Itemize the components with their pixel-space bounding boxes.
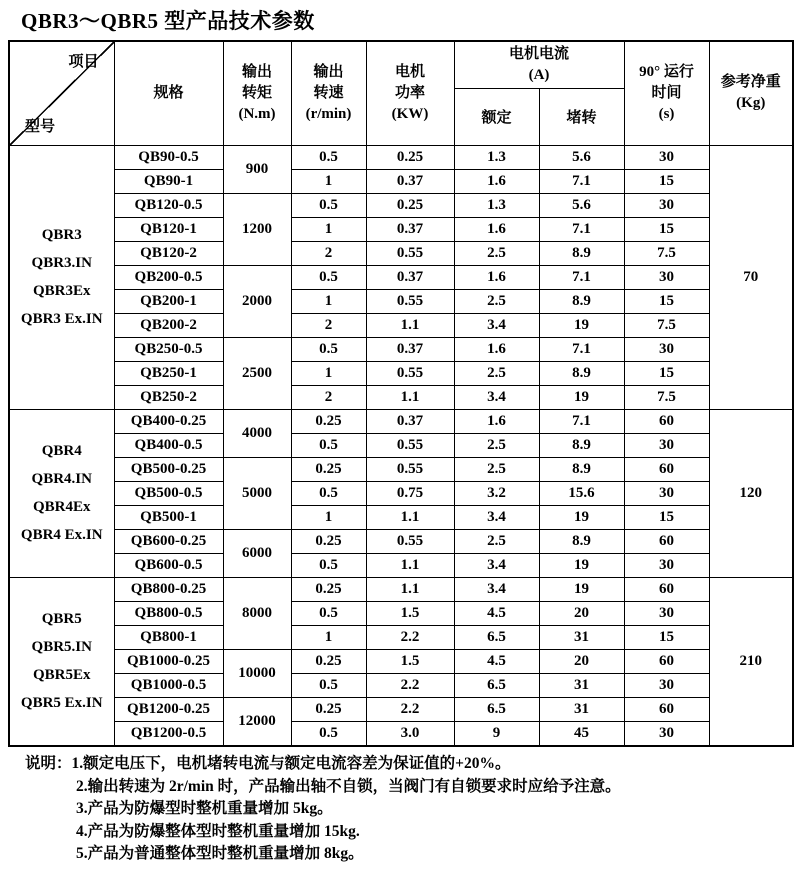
note-item: 4.产品为防爆整体型时整机重量增加 15kg. — [76, 822, 360, 840]
spec-row — [9, 217, 793, 241]
header-line: 转速 — [313, 84, 344, 101]
spec-name-cell: QB400-0.25 — [114, 409, 223, 433]
output-speed-cell: 0.5 — [291, 337, 366, 361]
ref-weight-cell: 70 — [709, 145, 793, 409]
spec-name-cell: QB200-0.5 — [114, 265, 223, 289]
spec-name-cell: QB1000-0.25 — [114, 649, 223, 673]
stall-current-cell: 8.9 — [539, 457, 624, 481]
spec-name-cell: QB250-2 — [114, 385, 223, 409]
header-line: 参考净重 — [720, 74, 781, 91]
header-spec-label: 规格 — [153, 84, 184, 101]
stall-current-cell: 31 — [539, 625, 624, 649]
run-time-cell: 30 — [624, 721, 709, 746]
run-time-cell: 15 — [624, 169, 709, 193]
spec-row — [9, 409, 793, 433]
rated-current-cell: 1.3 — [454, 193, 539, 217]
note-item: 1.额定电压下，电机堵转电流与额定电流容差为保证值的+20%。 — [71, 755, 511, 772]
rated-current-cell: 1.3 — [454, 145, 539, 169]
notes-label: 说明： — [25, 755, 72, 772]
rated-current-cell: 4.5 — [454, 601, 539, 625]
spec-name-cell: QB1000-0.5 — [114, 673, 223, 697]
spec-name-cell: QB200-2 — [114, 313, 223, 337]
run-time-cell: 60 — [624, 649, 709, 673]
rated-current-cell: 3.4 — [454, 553, 539, 577]
output-torque-cell: 5000 — [223, 457, 291, 529]
run-time-cell: 15 — [624, 289, 709, 313]
rated-current-cell: 1.6 — [454, 169, 539, 193]
notes — [25, 753, 785, 866]
output-torque-cell: 1200 — [223, 193, 291, 265]
motor-power-cell: 0.37 — [366, 217, 454, 241]
run-time-cell: 30 — [624, 145, 709, 169]
motor-power-cell: 0.37 — [366, 169, 454, 193]
spec-row — [9, 193, 793, 217]
rated-current-cell: 1.6 — [454, 217, 539, 241]
note-line — [25, 753, 785, 776]
model-series-line: QBR5.IN — [31, 639, 92, 655]
stall-current-cell: 20 — [539, 601, 624, 625]
corner-label-item: 项目 — [68, 54, 99, 70]
output-speed-cell: 0.25 — [291, 409, 366, 433]
run-time-cell: 60 — [624, 529, 709, 553]
motor-power-cell: 0.25 — [366, 145, 454, 169]
corner-header-cell — [9, 41, 114, 145]
stall-current-cell: 7.1 — [539, 169, 624, 193]
ref-weight-cell: 120 — [709, 409, 793, 577]
model-series-line: QBR4Ex — [32, 499, 91, 515]
model-series-line: QBR4 — [41, 443, 82, 459]
spec-name-cell: QB500-0.25 — [114, 457, 223, 481]
stall-current-cell: 8.9 — [539, 289, 624, 313]
header-motor-current — [454, 41, 624, 88]
note-item: 5.产品为普通整体型时整机重量增加 8kg。 — [76, 845, 364, 862]
spec-row — [9, 265, 793, 289]
motor-power-cell: 0.25 — [366, 193, 454, 217]
rated-current-cell: 4.5 — [454, 649, 539, 673]
header-line: 时间 — [651, 84, 682, 101]
run-time-cell: 60 — [624, 457, 709, 481]
output-speed-cell: 0.25 — [291, 697, 366, 721]
model-series-cell — [9, 145, 114, 409]
spec-row — [9, 673, 793, 697]
header-motor-power — [366, 41, 454, 145]
spec-row — [9, 457, 793, 481]
output-speed-cell: 1 — [291, 217, 366, 241]
motor-power-cell: 0.55 — [366, 361, 454, 385]
stall-current-cell: 15.6 — [539, 481, 624, 505]
spec-row — [9, 721, 793, 746]
rated-current-cell: 2.5 — [454, 361, 539, 385]
output-speed-cell: 0.25 — [291, 457, 366, 481]
motor-power-cell: 1.1 — [366, 385, 454, 409]
header-line: 电机 — [394, 63, 425, 80]
stall-current-cell: 8.9 — [539, 529, 624, 553]
output-speed-cell: 0.25 — [291, 577, 366, 601]
rated-current-cell: 3.4 — [454, 385, 539, 409]
rated-current-cell: 6.5 — [454, 697, 539, 721]
run-time-cell: 30 — [624, 337, 709, 361]
stall-current-cell: 19 — [539, 505, 624, 529]
output-speed-cell: 0.25 — [291, 529, 366, 553]
spec-name-cell: QB120-0.5 — [114, 193, 223, 217]
spec-row — [9, 313, 793, 337]
header-output-torque — [223, 41, 291, 145]
spec-name-cell: QB120-2 — [114, 241, 223, 265]
run-time-cell: 7.5 — [624, 313, 709, 337]
spec-name-cell: QB1200-0.5 — [114, 721, 223, 746]
spec-name-cell: QB200-1 — [114, 289, 223, 313]
spec-name-cell: QB250-0.5 — [114, 337, 223, 361]
spec-name-cell: QB600-0.25 — [114, 529, 223, 553]
spec-name-cell: QB400-0.5 — [114, 433, 223, 457]
model-series-line: QBR4 Ex.IN — [20, 527, 103, 543]
rated-current-cell: 9 — [454, 721, 539, 746]
rated-current-cell: 3.4 — [454, 313, 539, 337]
motor-power-cell: 0.55 — [366, 433, 454, 457]
run-time-cell: 15 — [624, 625, 709, 649]
spec-name-cell: QB800-0.5 — [114, 601, 223, 625]
spec-row — [9, 649, 793, 673]
motor-power-cell: 1.5 — [366, 601, 454, 625]
model-series-line: QBR5 — [41, 611, 82, 627]
stall-current-cell: 7.1 — [539, 217, 624, 241]
spec-name-cell: QB500-1 — [114, 505, 223, 529]
run-time-cell: 60 — [624, 697, 709, 721]
motor-power-cell: 1.1 — [366, 577, 454, 601]
header-line: (r/min) — [305, 105, 352, 122]
motor-power-cell: 1.1 — [366, 505, 454, 529]
header-line: 电机电流 — [509, 45, 570, 62]
model-series-line: QBR3 Ex.IN — [20, 311, 103, 327]
motor-power-cell: 1.1 — [366, 313, 454, 337]
spec-row — [9, 433, 793, 457]
motor-power-cell: 0.55 — [366, 529, 454, 553]
spec-name-cell: QB90-1 — [114, 169, 223, 193]
stall-current-cell: 31 — [539, 673, 624, 697]
rated-current-cell: 2.5 — [454, 241, 539, 265]
rated-current-cell: 3.2 — [454, 481, 539, 505]
run-time-cell: 30 — [624, 481, 709, 505]
motor-power-cell: 0.37 — [366, 409, 454, 433]
output-speed-cell: 1 — [291, 289, 366, 313]
spec-name-cell: QB120-1 — [114, 217, 223, 241]
model-series-line: QBR4.IN — [31, 471, 92, 487]
spec-row — [9, 361, 793, 385]
spec-name-cell: QB90-0.5 — [114, 145, 223, 169]
output-torque-cell: 6000 — [223, 529, 291, 577]
motor-power-cell: 0.55 — [366, 241, 454, 265]
output-speed-cell: 0.5 — [291, 265, 366, 289]
header-line: 输出 — [313, 63, 344, 80]
spec-name-cell: QB800-0.25 — [114, 577, 223, 601]
rated-current-cell: 2.5 — [454, 529, 539, 553]
run-time-cell: 7.5 — [624, 385, 709, 409]
spec-row — [9, 625, 793, 649]
motor-power-cell: 1.5 — [366, 649, 454, 673]
stall-current-cell: 7.1 — [539, 265, 624, 289]
spec-name-cell: QB1200-0.25 — [114, 697, 223, 721]
model-series-line: QBR5 Ex.IN — [20, 695, 103, 711]
run-time-cell: 60 — [624, 577, 709, 601]
output-torque-cell: 4000 — [223, 409, 291, 457]
run-time-cell: 7.5 — [624, 241, 709, 265]
motor-power-cell: 0.75 — [366, 481, 454, 505]
rated-current-cell: 6.5 — [454, 673, 539, 697]
model-series-cell — [9, 409, 114, 577]
header-spec — [114, 41, 223, 145]
header-line: (KW) — [391, 105, 429, 122]
output-torque-cell: 8000 — [223, 577, 291, 649]
output-speed-cell: 1 — [291, 169, 366, 193]
header-line: (A) — [528, 66, 550, 83]
stall-current-cell: 19 — [539, 313, 624, 337]
rated-current-cell: 2.5 — [454, 433, 539, 457]
output-speed-cell: 1 — [291, 505, 366, 529]
corner-label-model: 型号 — [25, 118, 56, 135]
model-series-cell — [9, 577, 114, 746]
rated-current-cell: 1.6 — [454, 265, 539, 289]
motor-power-cell: 0.37 — [366, 265, 454, 289]
header-line: (s) — [658, 105, 675, 122]
spec-row — [9, 601, 793, 625]
run-time-cell: 15 — [624, 361, 709, 385]
spec-row — [9, 241, 793, 265]
stall-current-cell: 8.9 — [539, 241, 624, 265]
page-title: QBR3～QBR5 型产品技术参数 — [21, 9, 315, 33]
header-line: 转矩 — [241, 84, 272, 101]
motor-power-cell: 0.37 — [366, 337, 454, 361]
header-rated-current: 额定 — [454, 88, 539, 145]
ref-weight-cell: 210 — [709, 577, 793, 746]
rated-current-cell: 2.5 — [454, 457, 539, 481]
stall-current-cell: 5.6 — [539, 145, 624, 169]
motor-power-cell: 2.2 — [366, 697, 454, 721]
rated-current-cell: 6.5 — [454, 625, 539, 649]
run-time-cell: 60 — [624, 409, 709, 433]
stall-current-cell: 19 — [539, 385, 624, 409]
output-speed-cell: 0.5 — [291, 553, 366, 577]
output-speed-cell: 0.5 — [291, 433, 366, 457]
output-torque-cell: 12000 — [223, 697, 291, 746]
spec-name-cell: QB800-1 — [114, 625, 223, 649]
output-speed-cell: 2 — [291, 385, 366, 409]
spec-row — [9, 145, 793, 169]
spec-row — [9, 505, 793, 529]
run-time-cell: 30 — [624, 601, 709, 625]
output-speed-cell: 2 — [291, 313, 366, 337]
stall-current-cell: 8.9 — [539, 361, 624, 385]
output-speed-cell: 0.5 — [291, 481, 366, 505]
stall-current-cell: 7.1 — [539, 409, 624, 433]
header-line: 输出 — [241, 63, 272, 80]
rated-current-cell: 3.4 — [454, 577, 539, 601]
run-time-cell: 30 — [624, 433, 709, 457]
output-speed-cell: 0.5 — [291, 145, 366, 169]
stall-current-cell: 19 — [539, 553, 624, 577]
model-series-line: QBR3 — [41, 227, 82, 243]
motor-power-cell: 3.0 — [366, 721, 454, 746]
output-speed-cell: 1 — [291, 625, 366, 649]
stall-current-cell: 20 — [539, 649, 624, 673]
motor-power-cell: 0.55 — [366, 457, 454, 481]
output-speed-cell: 1 — [291, 361, 366, 385]
header-stall-current: 堵转 — [539, 88, 624, 145]
motor-power-cell: 2.2 — [366, 673, 454, 697]
run-time-cell: 30 — [624, 193, 709, 217]
rated-current-cell: 3.4 — [454, 505, 539, 529]
output-speed-cell: 0.5 — [291, 673, 366, 697]
spec-row — [9, 169, 793, 193]
stall-current-cell: 45 — [539, 721, 624, 746]
output-torque-cell: 2000 — [223, 265, 291, 337]
run-time-cell: 15 — [624, 505, 709, 529]
spec-name-cell: QB250-1 — [114, 361, 223, 385]
spec-row — [9, 577, 793, 601]
run-time-cell: 15 — [624, 217, 709, 241]
spec-name-cell: QB600-0.5 — [114, 553, 223, 577]
rated-current-cell: 2.5 — [454, 289, 539, 313]
motor-power-cell: 2.2 — [366, 625, 454, 649]
header-ref-weight — [709, 41, 793, 145]
header-line: 90° 运行 — [639, 63, 694, 80]
note-item: 2.输出转速为 2r/min 时，产品输出轴不自锁，当阀门有自锁要求时应给予注意。 — [76, 777, 621, 795]
model-series-line: QBR3Ex — [32, 283, 91, 299]
output-speed-cell: 0.5 — [291, 193, 366, 217]
spec-row — [9, 529, 793, 553]
motor-power-cell: 0.55 — [366, 289, 454, 313]
stall-current-cell: 19 — [539, 577, 624, 601]
run-time-cell: 30 — [624, 673, 709, 697]
output-torque-cell: 900 — [223, 145, 291, 193]
spec-row — [9, 385, 793, 409]
stall-current-cell: 8.9 — [539, 433, 624, 457]
header-line: 功率 — [394, 84, 425, 101]
output-speed-cell: 0.5 — [291, 721, 366, 746]
header-run-time — [624, 41, 709, 145]
spec-row — [9, 337, 793, 361]
rated-current-cell: 1.6 — [454, 337, 539, 361]
header-line: (N.m) — [238, 105, 276, 122]
output-speed-cell: 0.25 — [291, 649, 366, 673]
stall-current-cell: 7.1 — [539, 337, 624, 361]
output-torque-cell: 10000 — [223, 649, 291, 697]
output-speed-cell: 2 — [291, 241, 366, 265]
output-speed-cell: 0.5 — [291, 601, 366, 625]
spec-name-cell: QB500-0.5 — [114, 481, 223, 505]
header-line: (Kg) — [736, 95, 766, 112]
spec-row — [9, 289, 793, 313]
header-output-speed — [291, 41, 366, 145]
spec-row — [9, 481, 793, 505]
spec-table — [8, 40, 794, 747]
motor-power-cell: 1.1 — [366, 553, 454, 577]
model-series-line: QBR3.IN — [31, 255, 92, 271]
stall-current-cell: 5.6 — [539, 193, 624, 217]
model-series-line: QBR5Ex — [32, 667, 91, 683]
run-time-cell: 30 — [624, 553, 709, 577]
stall-current-cell: 31 — [539, 697, 624, 721]
note-item: 3.产品为防爆型时整机重量增加 5kg。 — [76, 800, 333, 817]
spec-row — [9, 553, 793, 577]
spec-table-body — [9, 145, 793, 746]
output-torque-cell: 2500 — [223, 337, 291, 409]
rated-current-cell: 1.6 — [454, 409, 539, 433]
run-time-cell: 30 — [624, 265, 709, 289]
spec-row — [9, 697, 793, 721]
